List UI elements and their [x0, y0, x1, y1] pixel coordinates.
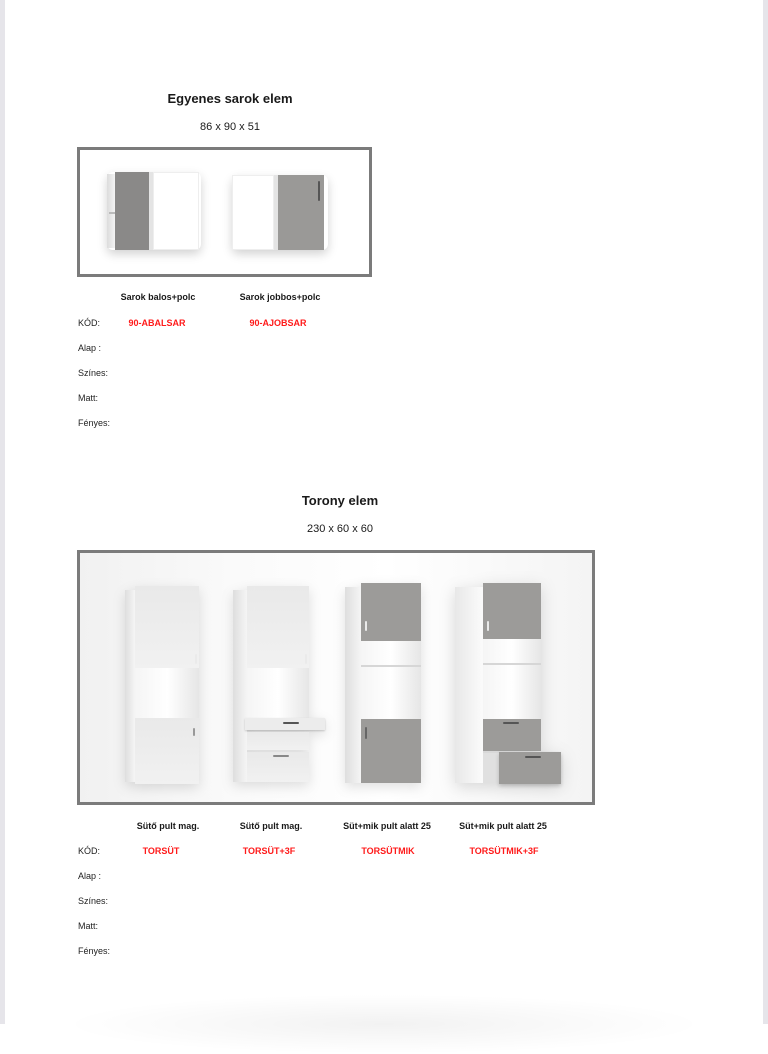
item-label: Süt+mik pult alatt 25	[459, 821, 547, 831]
cabinet-image-right-corner	[232, 175, 328, 250]
cabinet-image-tower-oven-microwave-drawers	[455, 583, 565, 788]
section-dimensions: 230 x 60 x 60	[306, 523, 374, 535]
row-label-code: KÓD:	[78, 846, 101, 856]
item-label: Süt+mik pult alatt 25	[343, 821, 431, 831]
row-label-code: KÓD:	[78, 318, 101, 328]
section-title: Torony elem	[301, 493, 379, 508]
row-label-base: Alap :	[78, 343, 102, 353]
cabinet-image-tower-oven-drawers	[233, 586, 328, 786]
item-code: TORSÜT+3F	[242, 846, 296, 856]
row-label-base: Alap :	[78, 871, 102, 881]
item-label: Sütő pult mag.	[136, 821, 200, 831]
row-label-colored: Színes:	[78, 896, 109, 906]
handle-icon	[318, 181, 320, 201]
item-label: Sütő pult mag.	[239, 821, 303, 831]
page-edge-left	[0, 0, 5, 1024]
item-code: 90-ABALSAR	[128, 318, 186, 328]
item-code: TORSÜTMIK	[361, 846, 415, 856]
item-label: Sarok balos+polc	[120, 292, 196, 302]
page-bottom-shadow	[60, 994, 708, 1054]
product-image-frame	[77, 550, 595, 805]
item-code: 90-AJOBSAR	[249, 318, 307, 328]
section-dimensions: 86 x 90 x 51	[200, 121, 260, 133]
section-title: Egyenes sarok elem	[167, 91, 293, 106]
row-label-colored: Színes:	[78, 368, 109, 378]
cabinet-image-tower-oven-microwave	[345, 583, 425, 788]
row-label-matte: Matt:	[78, 921, 99, 931]
item-code: TORSÜT	[142, 846, 180, 856]
product-image-frame	[77, 147, 372, 277]
page-edge-right	[763, 0, 768, 1024]
cabinet-image-left-corner	[107, 172, 201, 250]
cabinet-image-tower-oven	[125, 586, 203, 786]
item-code: TORSÜTMIK+3F	[469, 846, 539, 856]
row-label-matte: Matt:	[78, 393, 99, 403]
row-label-glossy: Fényes:	[78, 418, 111, 428]
item-label: Sarok jobbos+polc	[239, 292, 321, 302]
row-label-glossy: Fényes:	[78, 946, 111, 956]
